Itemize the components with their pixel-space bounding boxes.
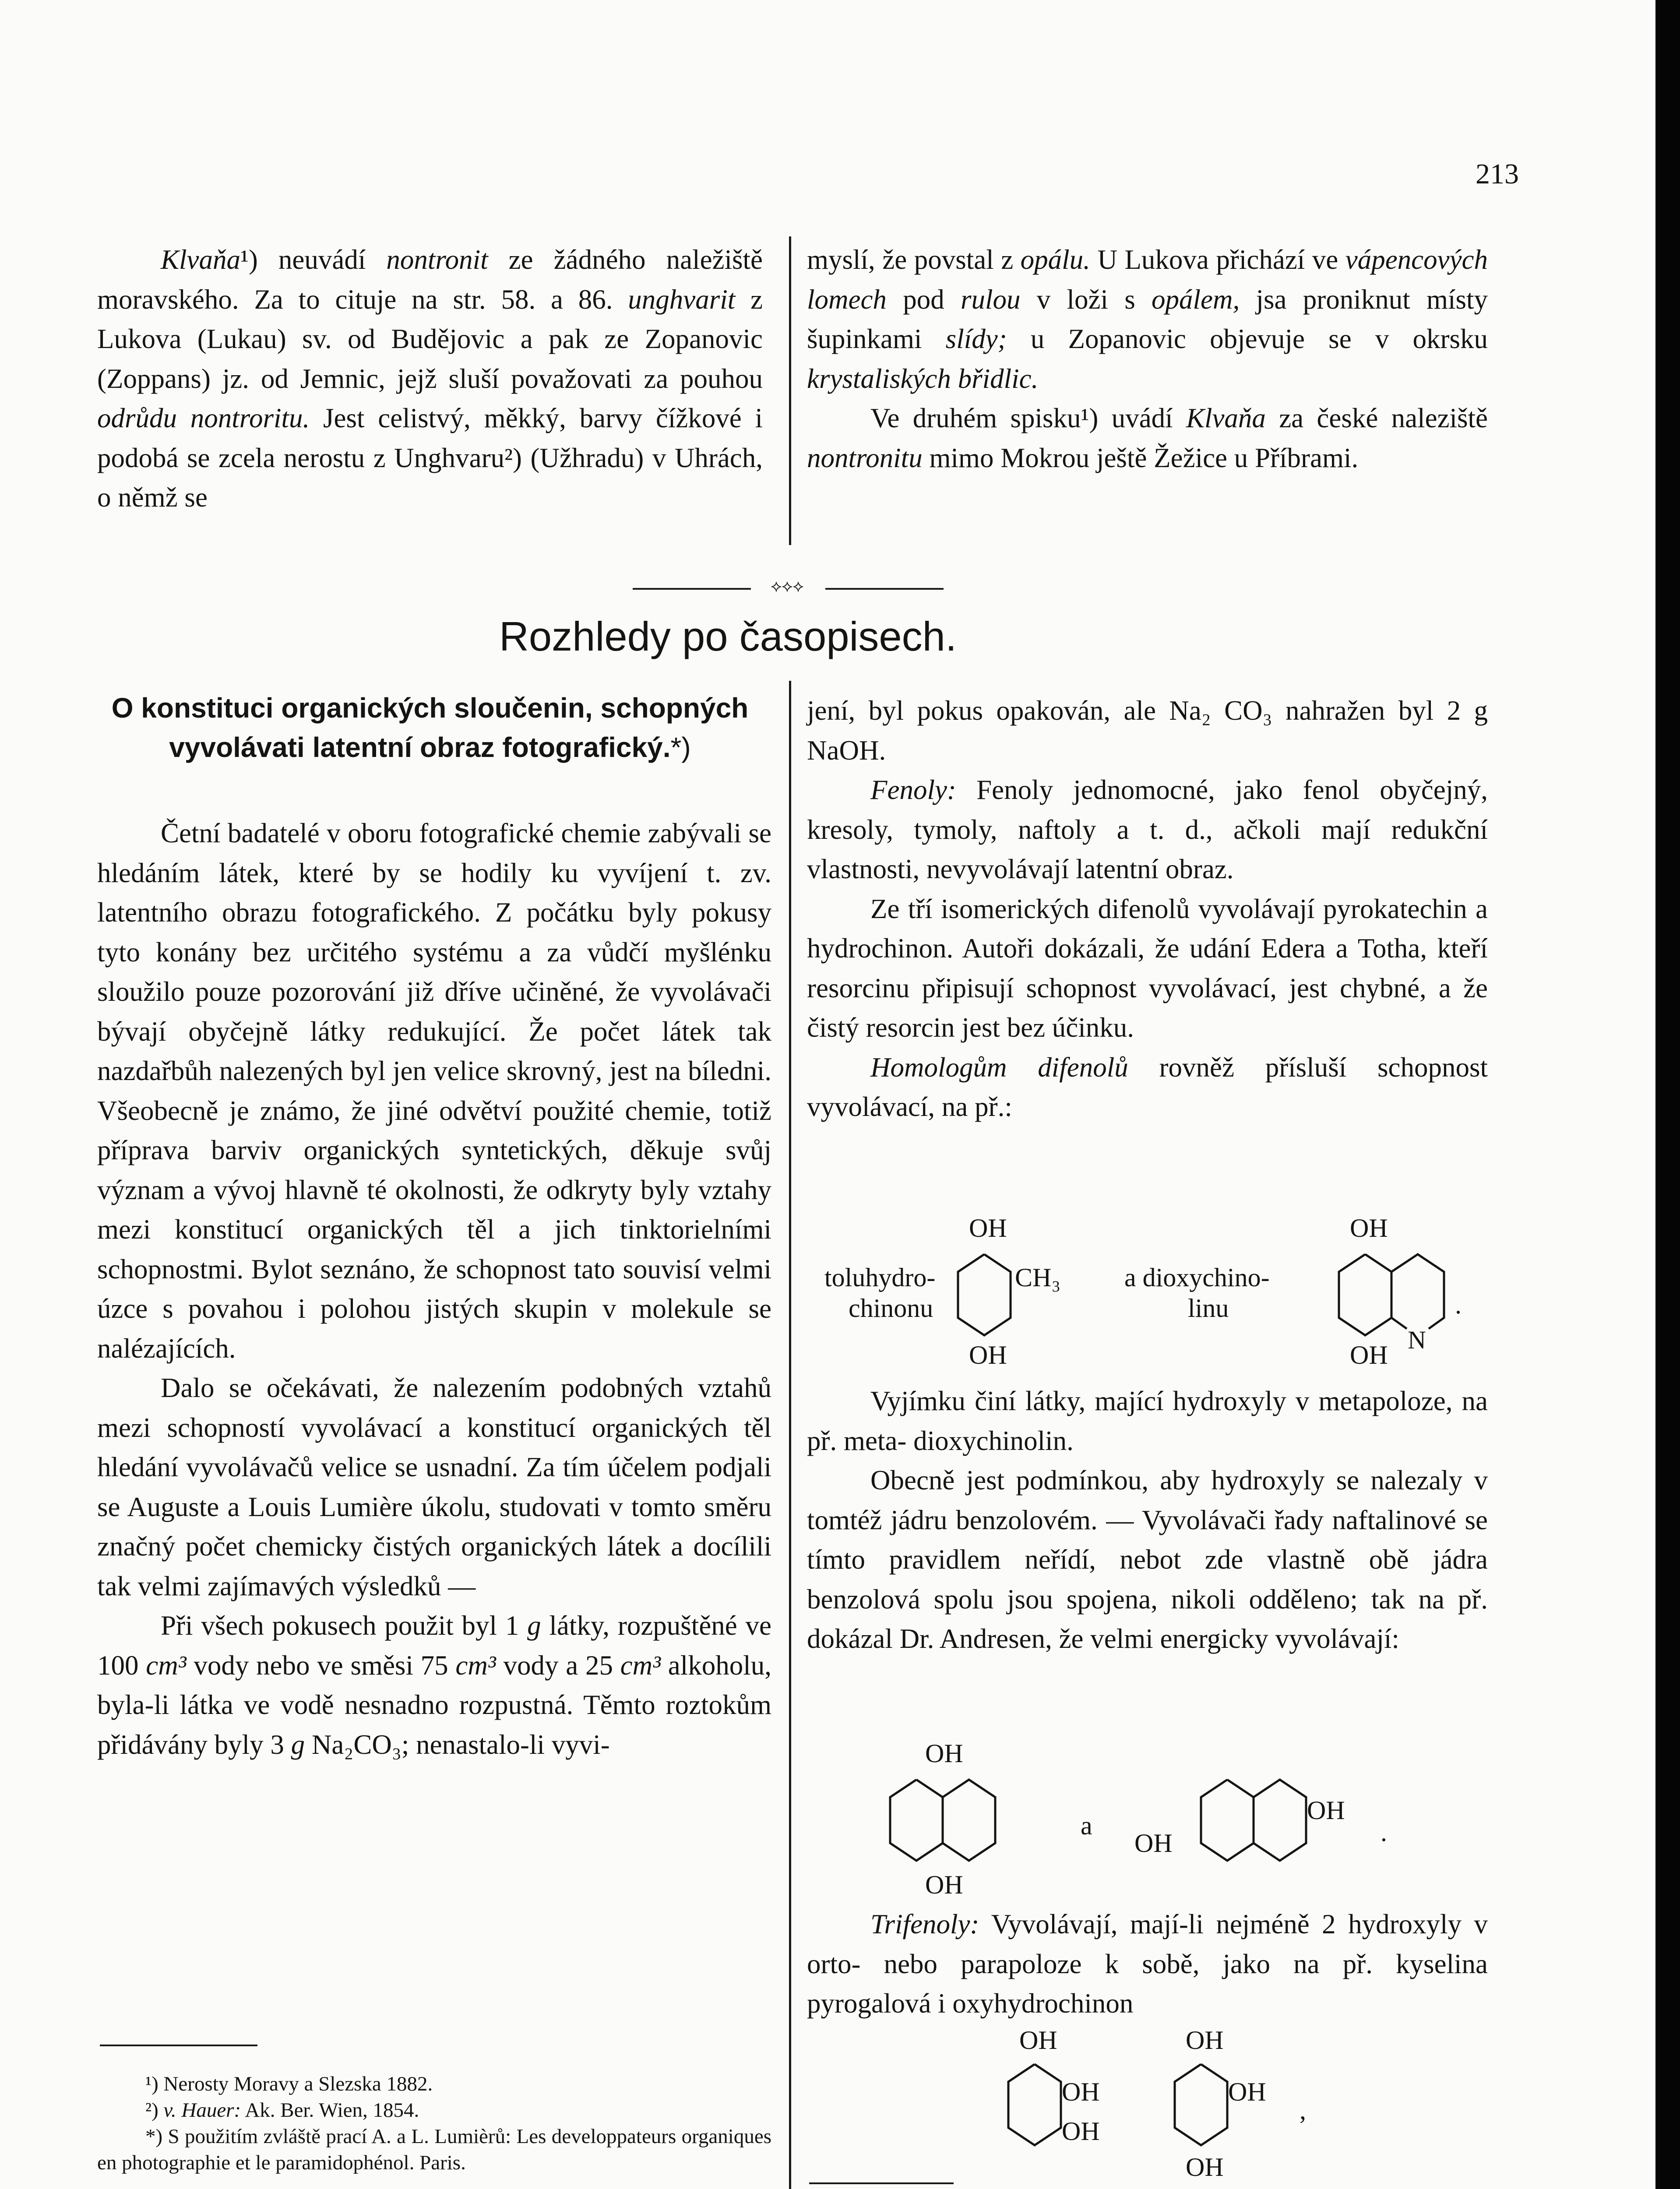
substituent-oh: OH (1062, 2077, 1100, 2106)
punctuation: . (1381, 1818, 1387, 1847)
footnote-rule-right (809, 2182, 954, 2184)
punctuation: . (1455, 1290, 1462, 1319)
conjunction: a (1081, 1811, 1092, 1840)
article-left-column (97, 813, 771, 1764)
formula-naphthalene (807, 1731, 1488, 1915)
naphthalene-2 (1201, 1780, 1306, 1861)
formula-label-toluhydro: toluhydro- (824, 1263, 936, 1292)
substituent-oh: OH (1186, 2026, 1224, 2055)
top-right-column (807, 240, 1488, 478)
top-right-paragraph-1: myslí, že povstal z opálu. U Lukova přichází ve vápencových lomech pod rulou v loži s opálem, jsa proniknut místy šupinkami slídy; u Zopanovic objevuje se v okrsku krystaliských břidlic. (807, 244, 1488, 394)
article-right-paragraph-6: Obecně jest podmínkou, aby hydroxyly se nalezaly v tomtéž jádru benzolovém. — Vyvolávači řady naftalinové se tímto pravidlem neřídí, nebot zde vlastně obě jádra benzolová spolu jsou spojena, nikoli odděleno; tak na př. dokázal Dr. Andresen, že velmi energicky vyvolávají: (807, 1465, 1488, 1654)
article-right-column-b (807, 1381, 1488, 1659)
benzene-ring-3 (1175, 2064, 1227, 2145)
substituent-oh: OH (1228, 2077, 1266, 2106)
substituent-oh: OH (1186, 2153, 1224, 2182)
substituent-oh: OH (1350, 1214, 1388, 1242)
article-right-paragraph-1: jení, byl pokus opakován, ale Na₂ CO₃ nahražen byl 2 g NaOH. (807, 695, 1488, 766)
benzene-ring-1 (958, 1254, 1011, 1335)
top-left-paragraph: Klvaňa¹) neuvádí nontronit ze žádného naležiště moravského. Za to cituje na str. 58. a 86. unghvarit z Lukova (Lukau) sv. od Budějovic a pak ze Zopanovic (Zoppans) jz. od Jemnic, jejž sluší považovati za pouhou odrůdu nontroritu. Jest celistvý, měkký, barvy čížkové i podobá se zcela nerostu z Unghvaru²) (Užhradu) v Uhrách, o němž se (97, 244, 763, 513)
formula-trifenols (807, 2018, 1488, 2189)
substituent-ch3: CH₃ (1015, 1263, 1061, 1292)
naphthalene-1 (890, 1780, 995, 1861)
article-left-paragraph-1: Četní badatelé v oboru fotografické chemie zabývali se hledáním látek, které by se hodily ku vyvíjení t. zv. latentního obrazu fotografického. Z počátku byly pokusy tyto konány bez určitého systému a za vůdčí myšlénku sloužilo pouze pozorování již dříve učiněné, že vyvolávači bývají obyčejně látky redukující. Že počet látek tak nazdařbůh nalezených byl jen velice skrovný, jest na bíledni. Všeobecně je známo, že jiné odvětví použité chemie, totiž příprava barviv organických syntetických, děkuje svůj význam a vývoj hlavně té okolnosti, že odkryty byly vztahy mezi konstitucí organických těl a jich tinktorielními schopnostmi. Bylot seznáno, že schopnost tato souvisí velmi úzce s povahou i polohou jistých skupin v molekule se nalézajících. (97, 818, 771, 1364)
formula-label-chinonu: chinonu (849, 1294, 933, 1323)
footnote-1: ¹) Nerosty Moravy a Slezska 1882. (145, 2073, 433, 2095)
article-right-paragraph-7: Trifenoly: Vyvolávají, mají-li nejméně 2 hydroxyly v orto- nebo parapoloze k sobě, jako na př. kyselina pyrogalová i oxyhydrochinon (807, 1909, 1488, 2019)
formula-homologues (807, 1208, 1488, 1383)
footnote-2: ²) v. Hauer: Ak. Ber. Wien, 1854. (145, 2099, 419, 2122)
benzene-ring-2 (1008, 2064, 1061, 2145)
section-title: Rozhledy po časopisech. (499, 613, 957, 659)
substituent-oh: OH (925, 1870, 963, 1899)
substituent-oh: OH (1307, 1796, 1345, 1825)
formula-label-dioxychino: a dioxychino- (1124, 1263, 1270, 1292)
nitrogen-atom: N (1408, 1326, 1426, 1354)
article-right-paragraph-4: Homologům difenolů rovněž přísluší schopnost vyvolávací, na př.: (807, 1052, 1488, 1122)
footnote-rule-left (100, 2045, 257, 2046)
substituent-oh: OH (1350, 1341, 1388, 1369)
column-rule-main (789, 681, 791, 2189)
top-right-paragraph-2: Ve druhém spisku¹) uvádí Klvaňa za české naleziště nontronitu mimo Mokrou ještě Žežice u Příbrami. (807, 403, 1488, 473)
article-right-paragraph-5: Vyjímku činí látky, mající hydroxyly v metapoloze, na př. meta- dioxychinolin. (807, 1386, 1488, 1456)
substituent-oh: OH (1134, 1829, 1173, 1858)
substituent-oh: OH (925, 1739, 963, 1768)
article-right-paragraph-2: Fenoly: Fenoly jednomocné, jako fenol obyčejný, kresoly, tymoly, naftoly a t. d., ačkoli mají redukční vlastnosti, nevyvolávají latentní obraz. (807, 774, 1488, 884)
substituent-oh: OH (969, 1214, 1007, 1242)
scan-border (1655, 0, 1680, 2189)
footnotes-left (97, 2071, 771, 2176)
article-right-paragraph-3: Ze tří isomerických difenolů vyvolávají pyrokatechin a hydrochinon. Autoři dokázali, že udání Edera a Totha, kteří resorcinu připisují schopnost vyvolávací, jest chybné, a že čistý resorcin jest bez účinku. (807, 893, 1488, 1043)
formula-label-linu: linu (1188, 1294, 1229, 1323)
article-right-column-c (807, 1904, 1488, 2024)
page-number: 213 (1476, 158, 1519, 190)
column-rule-top (789, 236, 791, 545)
article-left-paragraph-2: Dalo se očekávati, že nalezením podobných vztahů mezi schopností vyvolávací a konstitucí organických těl hledání vyvolávačů velice se usnadní. Za tím účelem podjali se Auguste a Louis Lumière úkolu, studovati v tomto směru značný počet chemicky čistých organických látek a docílili tak velmi zajímavých výsledků — (97, 1373, 771, 1601)
punctuation: , (1300, 2096, 1306, 2125)
article-title: O konstituci organických sloučenin, schopných vyvolávati latentní obraz fotografický.*) (111, 692, 749, 763)
substituent-oh: OH (1062, 2117, 1100, 2146)
article-right-column-a (807, 691, 1488, 1127)
footnote-3: *) S použitím zvláště prací A. a L. Lumièrů: Les developpateurs organiques en photographie et le paramidophénol. Paris. (97, 2125, 771, 2174)
substituent-oh: OH (1019, 2026, 1057, 2055)
quinoline-rings (1339, 1254, 1444, 1335)
top-left-column (97, 240, 763, 517)
ornament-divider: ⟡⟡⟡ (633, 580, 944, 598)
substituent-oh: OH (969, 1341, 1007, 1369)
article-left-paragraph-3: Při všech pokusech použit byl 1 g látky, rozpuštěné ve 100 cm³ vody nebo ve směsi 75 cm³ vody a 25 cm³ alkoholu, byla-li látka ve vodě nesnadno rozpustná. Těmto roztokům přidávány byly 3 g Na₂CO₃; nenastalo-li vyvi- (97, 1610, 771, 1760)
